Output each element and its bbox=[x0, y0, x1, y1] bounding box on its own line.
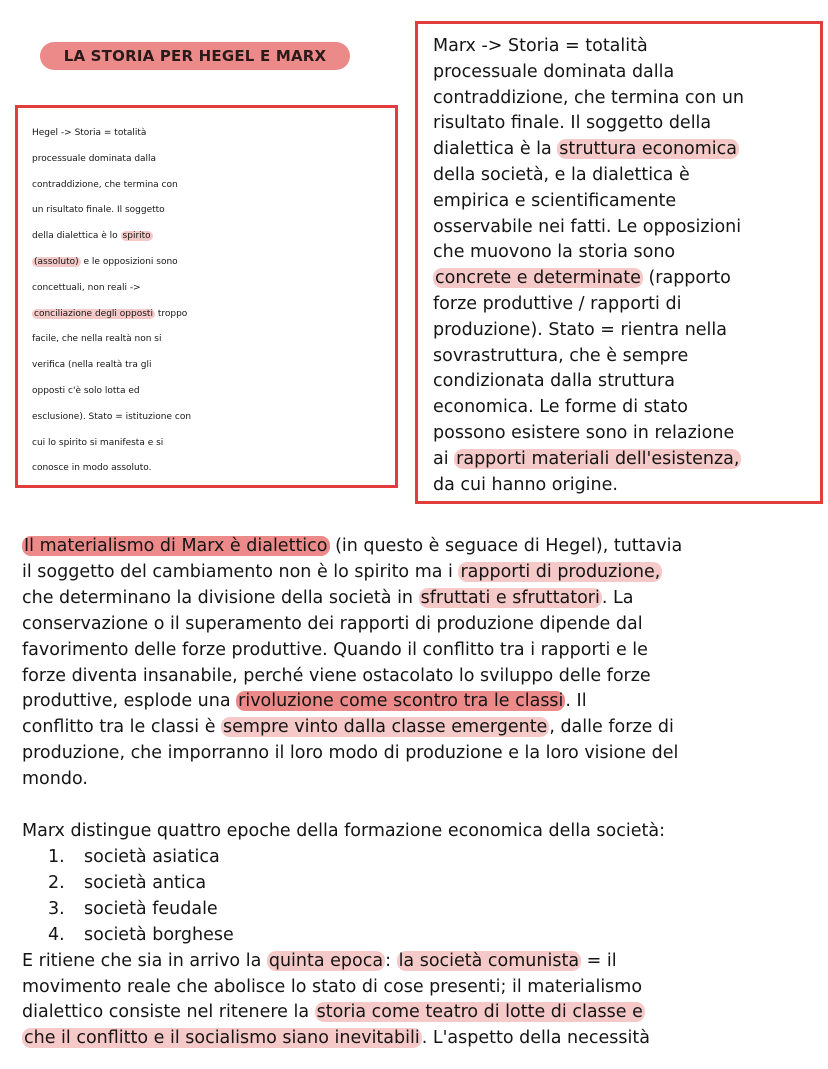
body-text: . Il bbox=[565, 691, 587, 712]
list-number: 2. bbox=[48, 872, 65, 893]
list-text: società feudale bbox=[84, 898, 218, 919]
highlight-struttura-economica: struttura economica bbox=[559, 139, 738, 160]
marx-line: forze produttive / rapporti di bbox=[433, 293, 682, 314]
hegel-line bbox=[32, 250, 395, 276]
body-line: favorimento delle forze produttive. Quando il conflitto tra i rapporti e le bbox=[22, 639, 648, 660]
highlight-conflitto-inevitabili: che il conflitto e il socialismo siano inevitabili bbox=[24, 1028, 420, 1049]
marx-line: condizionata dalla struttura bbox=[433, 371, 675, 392]
highlight-sfruttati: sfruttati e sfruttatori bbox=[420, 587, 600, 608]
hegel-box bbox=[15, 105, 398, 488]
hegel-line: cui lo spirito si manifesta e si bbox=[32, 437, 164, 448]
list-item bbox=[22, 923, 822, 949]
marx-text: ai bbox=[433, 448, 455, 469]
highlight-rivoluzione: rivoluzione come scontro tra le classi bbox=[238, 691, 564, 712]
highlight-quinta-epoca: quinta epoca bbox=[268, 950, 384, 971]
body-line bbox=[22, 534, 822, 560]
body-text: = il bbox=[581, 950, 617, 971]
hegel-line bbox=[32, 302, 395, 328]
marx-line bbox=[433, 447, 820, 473]
marx-line: processuale dominata dalla bbox=[433, 61, 675, 82]
hegel-text: della dialettica è lo bbox=[32, 231, 121, 242]
hegel-text: troppo bbox=[154, 308, 188, 319]
body-line bbox=[22, 586, 822, 612]
hegel-line: un risultato finale. Il soggetto bbox=[32, 205, 165, 216]
body-line: conservazione o il superamento dei rapporti di produzione dipende dal bbox=[22, 613, 643, 634]
marx-line bbox=[433, 266, 820, 292]
highlight-conciliazione: conciliazione degli opposti bbox=[34, 308, 153, 319]
highlight-rapporti-materiali: rapporti materiali dell'esistenza, bbox=[456, 448, 740, 469]
marx-line: della società, e la dialettica è bbox=[433, 164, 690, 185]
marx-line: possono esistere sono in relazione bbox=[433, 422, 735, 443]
body-text: produttive, esplode una bbox=[22, 691, 237, 712]
list-number: 3. bbox=[48, 898, 65, 919]
list-text: società antica bbox=[84, 872, 207, 893]
hegel-line: Hegel -> Storia = totalità bbox=[32, 128, 147, 138]
marx-line: contraddizione, che termina con un bbox=[433, 87, 745, 108]
highlight-concrete-determinate: concrete e determinate bbox=[435, 268, 641, 289]
list-number: 1. bbox=[48, 846, 65, 867]
list-item bbox=[22, 897, 822, 923]
hegel-line: processuale dominata dalla bbox=[32, 153, 157, 164]
highlight-rapporti-produzione: rapporti di produzione, bbox=[460, 561, 661, 582]
body-line: produzione, che imporranno il loro modo di produzione e la loro visione del bbox=[22, 743, 679, 764]
highlight-assoluto: (assoluto) bbox=[34, 256, 79, 267]
body-line: mondo. bbox=[22, 769, 88, 790]
marx-box bbox=[415, 21, 823, 504]
paragraph-spacer bbox=[22, 793, 822, 819]
list-text: società asiatica bbox=[84, 846, 220, 867]
list-item bbox=[22, 871, 822, 897]
marx-line: Marx -> Storia = totalità bbox=[433, 36, 648, 56]
body-text: dialettico consiste nel ritenere la bbox=[22, 1002, 315, 1023]
highlight-materialismo-dialettico: Il materialismo di Marx è dialettico bbox=[24, 536, 328, 556]
marx-line bbox=[433, 137, 820, 163]
body-line: Marx distingue quattro epoche della formazione economica della società: bbox=[22, 821, 665, 842]
hegel-line: contraddizione, che termina con bbox=[32, 179, 178, 190]
body-text: . L'aspetto della necessità bbox=[421, 1028, 650, 1049]
body-text: . La bbox=[601, 587, 634, 608]
highlight-storia-lotte: storia come teatro di lotte di classe e bbox=[316, 1002, 643, 1023]
marx-text: dialettica è la bbox=[433, 139, 558, 160]
list-text: società borghese bbox=[84, 924, 234, 945]
hegel-line: concettuali, non reali -> bbox=[32, 282, 141, 293]
hegel-line: conosce in modo assoluto. bbox=[32, 463, 152, 474]
body-line: forze diventa insanabile, perché viene ostacolato lo sviluppo delle forze bbox=[22, 665, 651, 686]
marx-line: sovrastruttura, che è sempre bbox=[433, 345, 689, 366]
highlight-societa-comunista: la società comunista bbox=[398, 950, 580, 971]
marx-line: che muovono la storia sono bbox=[433, 242, 676, 263]
body-line bbox=[22, 949, 822, 975]
hegel-text: e le opposizioni sono bbox=[80, 256, 178, 267]
body-text: , dalle forze di bbox=[549, 717, 674, 738]
list-number: 4. bbox=[48, 924, 65, 945]
highlight-classe-emergente: sempre vinto dalla classe emergente bbox=[223, 717, 548, 738]
body-text: il soggetto del cambiamento non è lo spirito ma i bbox=[22, 561, 459, 582]
marx-line: empirica e scientificamente bbox=[433, 190, 677, 211]
marx-text: (rapporto bbox=[642, 268, 731, 289]
body-line bbox=[22, 1026, 822, 1052]
body-text: : bbox=[385, 950, 397, 971]
body-text: (in questo è seguace di Hegel), tuttavia bbox=[329, 536, 683, 556]
hegel-line: esclusione). Stato = istituzione con bbox=[32, 411, 192, 422]
marx-line: risultato finale. Il soggetto della bbox=[433, 113, 712, 134]
main-text bbox=[22, 534, 822, 1052]
body-line bbox=[22, 560, 822, 586]
body-line bbox=[22, 715, 822, 741]
body-text: che determinano la divisione della società in bbox=[22, 587, 419, 608]
page-title: LA STORIA PER HEGEL E MARX bbox=[40, 42, 350, 70]
highlight-spirito: spirito bbox=[122, 231, 151, 242]
body-text: conflitto tra le classi è bbox=[22, 717, 222, 738]
marx-line: osservabile nei fatti. Le opposizioni bbox=[433, 216, 742, 237]
body-line: movimento reale che abolisce lo stato di cose presenti; il materialismo bbox=[22, 976, 643, 997]
marx-line: da cui hanno origine. bbox=[433, 474, 618, 495]
body-line bbox=[22, 689, 822, 715]
body-text: E ritiene che sia in arrivo la bbox=[22, 950, 267, 971]
marx-line: economica. Le forme di stato bbox=[433, 397, 688, 418]
marx-line: produzione). Stato = rientra nella bbox=[433, 319, 728, 340]
hegel-line: verifica (nella realtà tra gli bbox=[32, 360, 152, 371]
hegel-line: opposti c'è solo lotta ed bbox=[32, 385, 140, 396]
hegel-line: facile, che nella realtà non si bbox=[32, 334, 162, 345]
hegel-line bbox=[32, 224, 395, 250]
list-item bbox=[22, 845, 822, 871]
body-line bbox=[22, 1000, 822, 1026]
